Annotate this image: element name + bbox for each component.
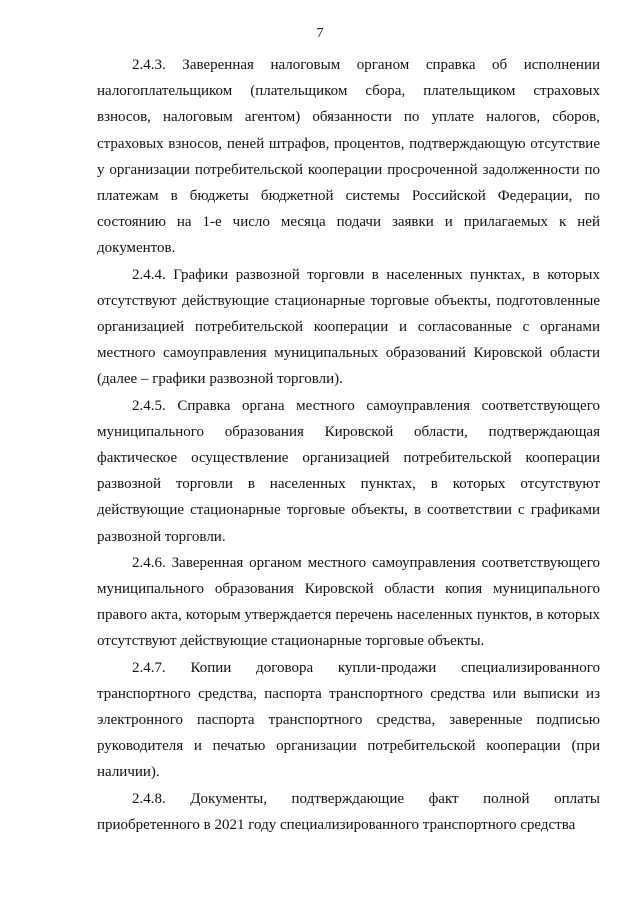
document-body [97,52,600,838]
paragraph-2-4-6: 2.4.6. Заверенная органом местного самоуправления соответствующего муниципального образования Кировской области копия муниципального правого акта, которым утверждается перечень населенных пунктов, в которых отсутствуют действующие стационарные торговые объекты. [97,554,600,650]
paragraph-2-4-3: 2.4.3. Заверенная налоговым органом справка об исполнении налогоплательщиком (плательщиком сбора, плательщиком страховых взносов, налоговым агентом) обязанности по уплате налогов, сборов, страховых взносов, пеней штрафов, процентов, подтверждающую отсутствие у организации потребительской кооперации просроченной задолженности по платежам в бюджеты бюджетной системы Российской Федерации, по состоянию на 1-е число месяца подачи заявки и прилагаемых к ней документов. [97,57,600,257]
paragraph-2-4-5: 2.4.5. Справка органа местного самоуправления соответствующего муниципального образования Кировской области, подтверждающая фактическое осуществление организацией потребительской кооперации развозной торговли в населенных пунктах, в которых отсутствуют действующие стационарные торговые объекты, в соответствии с графиками развозной торговли. [97,397,600,545]
page-number: 7 [316,26,324,41]
paragraph-2-4-7: 2.4.7. Копии договора купли-продажи специализированного транспортного средства, паспорта транспортного средства или выписки из электронного паспорта транспортного средства, заверенные подписью руководителя и печатью организации потребительской кооперации (при наличии). [97,659,600,781]
paragraph-2-4-8: 2.4.8. Документы, подтверждающие факт полной оплаты приобретенного в 2021 году специализированного транспортного средства [97,790,600,833]
paragraph-2-4-4: 2.4.4. Графики развозной торговли в населенных пунктах, в которых отсутствуют действующие стационарные торговые объекты, подготовленные организацией потребительской кооперации и согласованные с органами местного самоуправления муниципальных образований Кировской области (далее – графики развозной торговли). [97,266,600,388]
